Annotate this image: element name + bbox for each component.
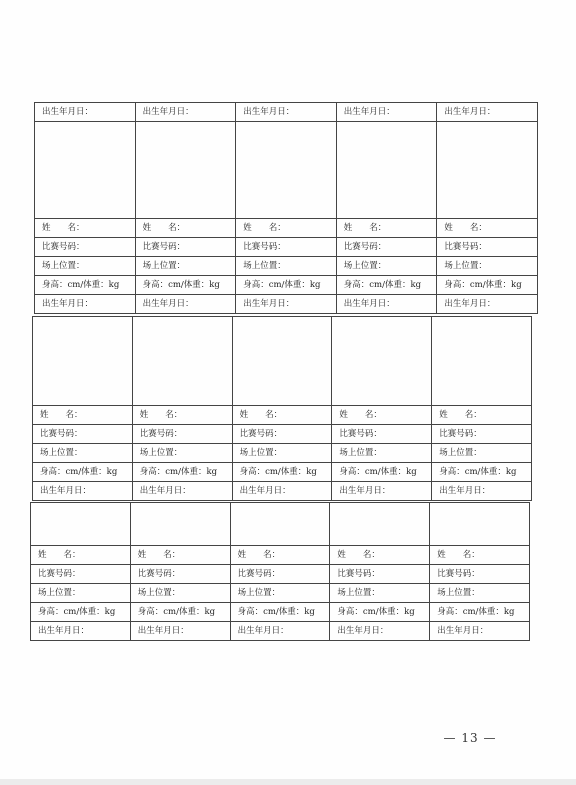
height-weight-label: 身高：cm/体重：kg	[432, 463, 532, 482]
height-weight-label: 身高：cm/体重：kg	[232, 463, 332, 482]
name-label: 姓 名：	[336, 219, 437, 238]
name-label: 姓 名：	[35, 219, 136, 238]
birth-label: 出生年月日：	[35, 295, 136, 314]
photo-box	[236, 122, 337, 219]
birth-label: 出生年月日：	[432, 482, 532, 501]
photo-row	[35, 122, 538, 219]
name-label: 姓 名：	[31, 546, 131, 565]
photo-box	[437, 122, 538, 219]
birth-label: 出生年月日：	[135, 295, 236, 314]
number-label: 比赛号码：	[430, 565, 530, 584]
birth-label: 出生年月日：	[236, 295, 337, 314]
name-label: 姓 名：	[330, 546, 430, 565]
height-weight-label: 身高：cm/体重：kg	[230, 603, 330, 622]
height-weight-label: 身高：cm/体重：kg	[135, 276, 236, 295]
name-label: 姓 名：	[430, 546, 530, 565]
number-label: 比赛号码：	[135, 238, 236, 257]
number-label: 比赛号码：	[432, 425, 532, 444]
number-label: 比赛号码：	[31, 565, 131, 584]
photo-box	[336, 122, 437, 219]
birth-label: 出生年月日：	[31, 622, 131, 641]
position-label: 场上位置：	[232, 444, 332, 463]
name-label: 姓 名：	[135, 219, 236, 238]
height-weight-label: 身高：cm/体重：kg	[437, 276, 538, 295]
height-weight-label: 身高：cm/体重：kg	[132, 463, 232, 482]
number-label: 比赛号码：	[35, 238, 136, 257]
number-label: 比赛号码：	[336, 238, 437, 257]
birth-label: 出生年月日：	[130, 622, 230, 641]
name-row	[35, 219, 538, 238]
birth-label: 出生年月日：	[336, 295, 437, 314]
photo-box	[430, 503, 530, 546]
photo-box	[332, 317, 432, 406]
birth-row	[31, 622, 530, 641]
name-label: 姓 名：	[437, 219, 538, 238]
number-label: 比赛号码：	[437, 238, 538, 257]
position-label: 场上位置：	[33, 444, 133, 463]
page-edge	[0, 779, 576, 785]
birth-label: 出生年月日：	[330, 622, 430, 641]
photo-box	[130, 503, 230, 546]
number-row	[31, 565, 530, 584]
number-label: 比赛号码：	[130, 565, 230, 584]
position-label: 场上位置：	[336, 257, 437, 276]
height-weight-label: 身高：cm/体重：kg	[236, 276, 337, 295]
name-row	[31, 546, 530, 565]
position-row	[33, 444, 532, 463]
photo-box	[230, 503, 330, 546]
height-weight-label: 身高：cm/体重：kg	[35, 276, 136, 295]
position-label: 场上位置：	[236, 257, 337, 276]
number-label: 比赛号码：	[236, 238, 337, 257]
position-label: 场上位置：	[35, 257, 136, 276]
position-label: 场上位置：	[132, 444, 232, 463]
photo-box	[35, 122, 136, 219]
height-weight-row	[35, 276, 538, 295]
athlete-table-2	[32, 316, 532, 501]
photo-box	[33, 317, 133, 406]
number-label: 比赛号码：	[132, 425, 232, 444]
position-label: 场上位置：	[31, 584, 131, 603]
height-weight-label: 身高：cm/体重：kg	[130, 603, 230, 622]
height-weight-row	[33, 463, 532, 482]
birth-label: 出生年月日：	[230, 622, 330, 641]
position-label: 场上位置：	[432, 444, 532, 463]
photo-row	[33, 317, 532, 406]
position-row	[31, 584, 530, 603]
height-weight-label: 身高：cm/体重：kg	[330, 603, 430, 622]
photo-box	[432, 317, 532, 406]
number-row	[35, 238, 538, 257]
number-label: 比赛号码：	[230, 565, 330, 584]
position-row	[35, 257, 538, 276]
birth-label: 出生年月日：	[132, 482, 232, 501]
birth-label: 出生年月日：	[437, 295, 538, 314]
position-label: 场上位置：	[430, 584, 530, 603]
position-label: 场上位置：	[330, 584, 430, 603]
name-label: 姓 名：	[132, 406, 232, 425]
photo-box	[330, 503, 430, 546]
number-label: 比赛号码：	[33, 425, 133, 444]
height-weight-row	[31, 603, 530, 622]
birth-label: 出生年月日：	[236, 103, 337, 122]
number-label: 比赛号码：	[232, 425, 332, 444]
photo-box	[232, 317, 332, 406]
name-label: 姓 名：	[33, 406, 133, 425]
number-label: 比赛号码：	[332, 425, 432, 444]
photo-row	[31, 503, 530, 546]
name-label: 姓 名：	[332, 406, 432, 425]
name-label: 姓 名：	[432, 406, 532, 425]
name-label: 姓 名：	[130, 546, 230, 565]
position-label: 场上位置：	[437, 257, 538, 276]
birth-label: 出生年月日：	[332, 482, 432, 501]
birth-row	[35, 295, 538, 314]
position-label: 场上位置：	[332, 444, 432, 463]
height-weight-label: 身高：cm/体重：kg	[332, 463, 432, 482]
athlete-table-3	[30, 502, 530, 641]
birth-label: 出生年月日：	[232, 482, 332, 501]
position-label: 场上位置：	[130, 584, 230, 603]
height-weight-label: 身高：cm/体重：kg	[336, 276, 437, 295]
birth-row-top	[35, 103, 538, 122]
position-label: 场上位置：	[230, 584, 330, 603]
position-label: 场上位置：	[135, 257, 236, 276]
name-label: 姓 名：	[236, 219, 337, 238]
number-label: 比赛号码：	[330, 565, 430, 584]
name-row	[33, 406, 532, 425]
photo-box	[135, 122, 236, 219]
height-weight-label: 身高：cm/体重：kg	[31, 603, 131, 622]
birth-label: 出生年月日：	[135, 103, 236, 122]
number-row	[33, 425, 532, 444]
height-weight-label: 身高：cm/体重：kg	[430, 603, 530, 622]
birth-label: 出生年月日：	[430, 622, 530, 641]
birth-label: 出生年月日：	[336, 103, 437, 122]
name-label: 姓 名：	[232, 406, 332, 425]
athlete-table-1	[34, 102, 538, 314]
page-number: — 13 —	[443, 731, 497, 745]
photo-box	[132, 317, 232, 406]
height-weight-label: 身高：cm/体重：kg	[33, 463, 133, 482]
name-label: 姓 名：	[230, 546, 330, 565]
birth-row	[33, 482, 532, 501]
birth-label: 出生年月日：	[437, 103, 538, 122]
birth-label: 出生年月日：	[35, 103, 136, 122]
birth-label: 出生年月日：	[33, 482, 133, 501]
photo-box	[31, 503, 131, 546]
